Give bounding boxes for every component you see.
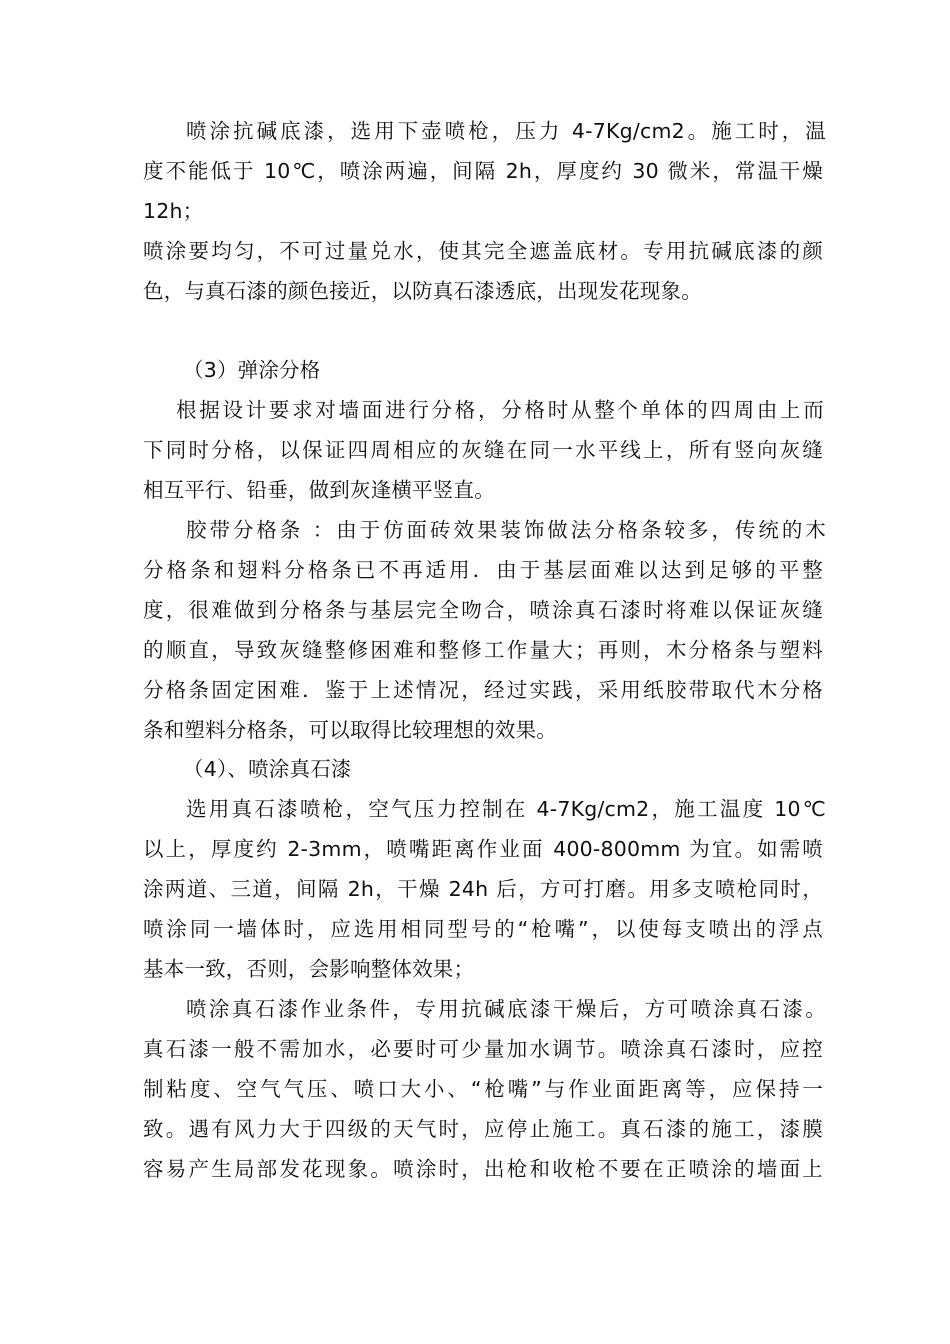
paragraph-line: 喷涂抗碱底漆，选用下壶喷枪，压力 4-7Kg/cm2。施工时，温	[186, 119, 826, 143]
paragraph-line: 致。遇有风力大于四级的天气时，应停止施工。真石漆的施工，漆膜	[143, 1117, 823, 1141]
paragraph-line: 相互平行、铅垂，做到灰逢横平竖直。	[143, 478, 495, 502]
section-heading: （3）弹涂分格	[183, 358, 321, 382]
paragraph-line: 基本一致，否则，会影响整体效果；	[143, 957, 475, 981]
section-heading: （4）、喷涂真石漆	[183, 757, 352, 781]
paragraph-line: 制粘度、空气气压、喷口大小、“枪嘴”与作业面距离等，应保持一	[143, 1077, 823, 1101]
paragraph-line: 色，与真石漆的颜色接近，以防真石漆透底，出现发花现象。	[143, 279, 702, 303]
paragraph-line: 喷涂真石漆作业条件，专用抗碱底漆干燥后，方可喷涂真石漆。	[186, 997, 826, 1021]
paragraph-line: 容易产生局部发花现象。喷涂时，出枪和收枪不要在正喷涂的墙面上	[143, 1157, 823, 1181]
paragraph-line: 分格条固定困难．鉴于上述情况，经过实践，采用纸胶带取代木分格	[143, 678, 823, 702]
paragraph-line: 选用真石漆喷枪，空气压力控制在 4-7Kg/cm2，施工温度 10℃	[186, 797, 826, 821]
paragraph-line: 条和塑料分格条，可以取得比较理想的效果。	[143, 718, 557, 742]
paragraph-line: 的顺直，导致灰缝整修困难和整修工作量大；再则，木分格条与塑料	[143, 638, 823, 662]
paragraph-line: 度，很难做到分格条与基层完全吻合，喷涂真石漆时将难以保证灰缝	[143, 598, 823, 622]
paragraph-line: 下同时分格，以保证四周相应的灰缝在同一水平线上，所有竖向灰缝	[143, 438, 823, 462]
paragraph-line: 根据设计要求对墙面进行分格，分格时从整个单体的四周由上而	[176, 398, 824, 422]
paragraph-line: 度不能低于 10℃，喷涂两遍，间隔 2h，厚度约 30 微米，常温干燥	[143, 159, 823, 183]
paragraph-line: 分格条和翅料分格条已不再适用．由于基层面难以达到足够的平整	[143, 558, 823, 582]
paragraph-line: 12h；	[143, 199, 204, 223]
paragraph-line: 真石漆一般不需加水，必要时可少量加水调节。喷涂真石漆时，应控	[143, 1037, 823, 1061]
paragraph-line: 喷涂要均匀，不可过量兑水，使其完全遮盖底材。专用抗碱底漆的颜	[143, 239, 823, 263]
paragraph-line: 喷涂同一墙体时，应选用相同型号的“枪嘴”，以使每支喷出的浮点	[143, 917, 823, 941]
paragraph-line: 胶带分格条 ：由于仿面砖效果装饰做法分格条较多，传统的木	[186, 518, 826, 542]
paragraph-line: 涂两道、三道，间隔 2h，干燥 24h 后，方可打磨。用多支喷枪同时，	[143, 877, 823, 901]
paragraph-line: 以上，厚度约 2-3mm，喷嘴距离作业面 400-800mm 为宜。如需喷	[143, 837, 823, 861]
